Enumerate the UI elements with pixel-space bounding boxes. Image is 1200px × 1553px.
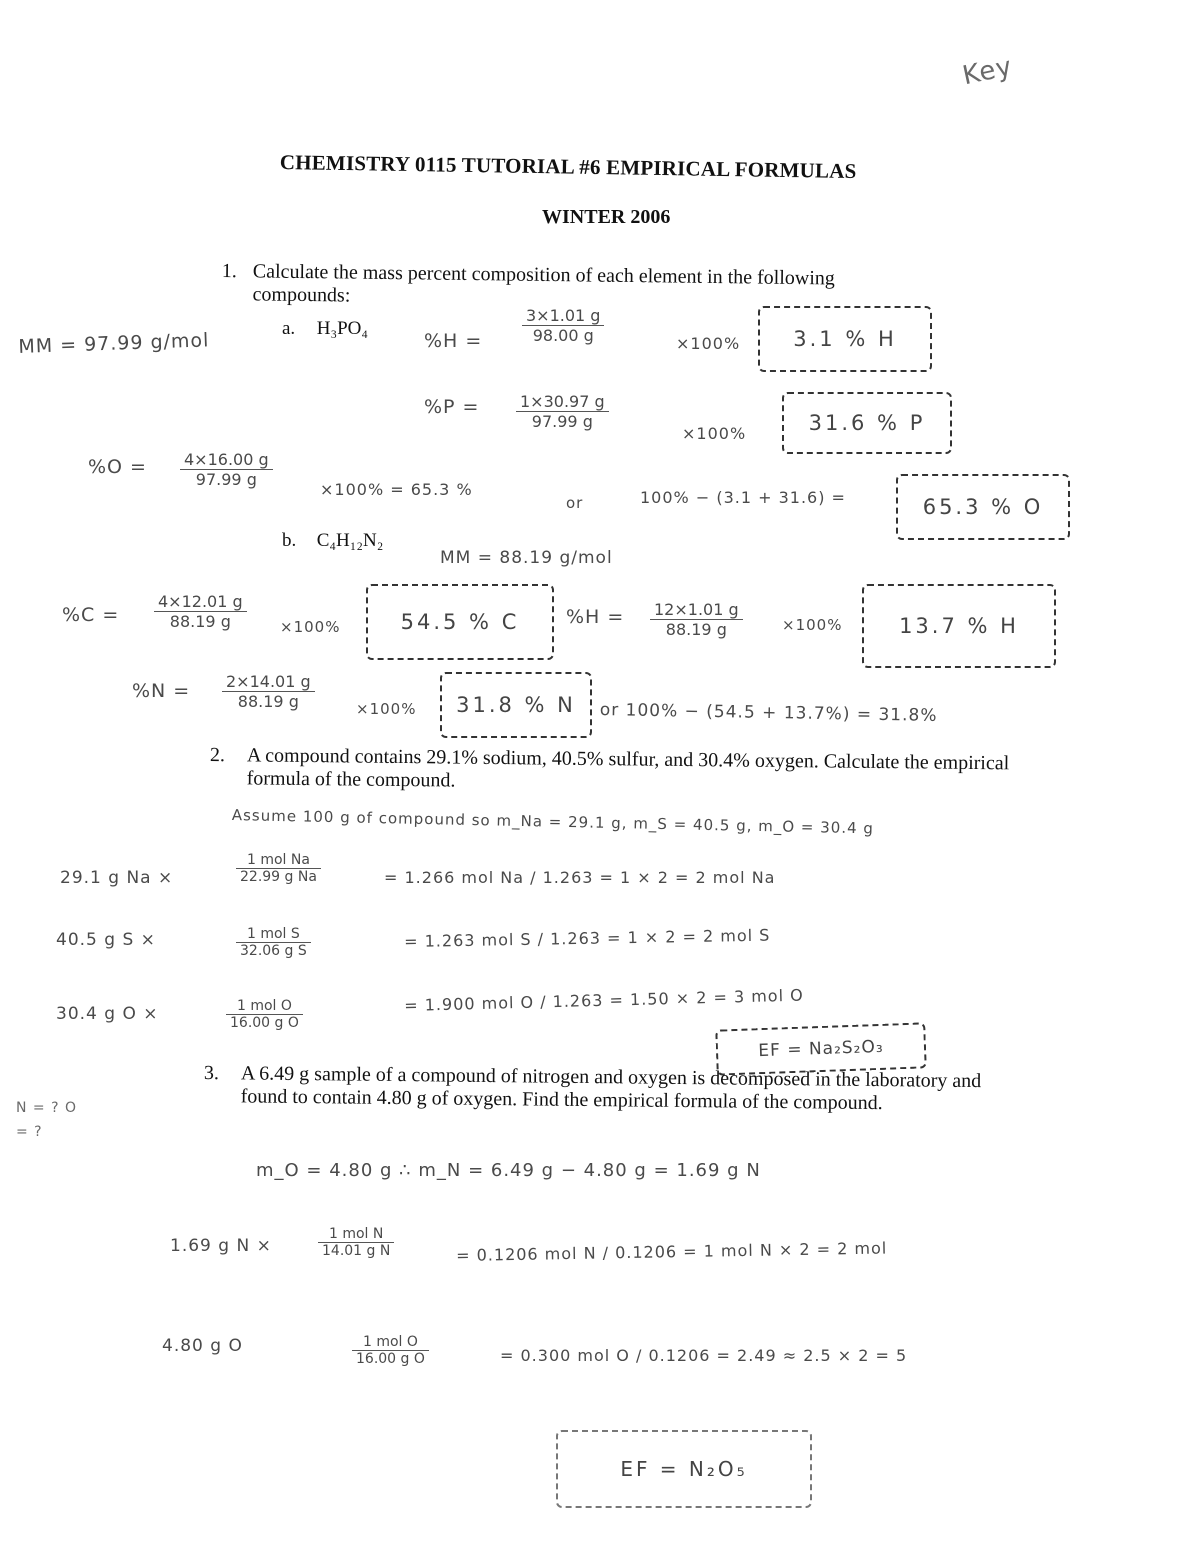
q2-s-right: = 1.263 mol S / 1.263 = 1 × 2 = 2 mol S bbox=[404, 925, 771, 951]
q1b-n-alt: or 100% − (54.5 + 13.7%) = 31.8% bbox=[599, 700, 938, 726]
q2-s-left: 40.5 g S × bbox=[56, 930, 156, 950]
q1a-h-answer-box: 3.1 % H bbox=[758, 306, 932, 372]
q2-o-left: 30.4 g O × bbox=[56, 1004, 159, 1024]
q3-n-fraction: 1 mol N 14.01 g N bbox=[318, 1226, 394, 1259]
corner-key-mark: Key bbox=[960, 51, 1016, 92]
q2-answer-box: EF = Na₂S₂O₃ bbox=[715, 1022, 926, 1075]
q1b-h-fraction: $\frac{12\times 1.01 g}{88.19 g}$ bbox=[650, 600, 743, 639]
q3-n-left: 1.69 g N × bbox=[170, 1236, 272, 1256]
q1a-h-multiplier: ×100% bbox=[676, 334, 741, 353]
q2-na-fraction: 1 mol Na 22.99 g Na bbox=[236, 852, 321, 885]
q3-o-fraction: 1 mol O 16.00 g O bbox=[352, 1334, 429, 1367]
or-symbol: or bbox=[566, 494, 584, 512]
question-number: 2. bbox=[209, 744, 225, 767]
q1b-c-label: %C = bbox=[62, 604, 120, 626]
part-label: a. bbox=[282, 318, 296, 339]
question-number: 3. bbox=[203, 1062, 219, 1085]
q1a-o-label: %O = bbox=[88, 456, 147, 478]
question-number: 1. bbox=[221, 260, 237, 283]
question-2 bbox=[210, 744, 1020, 798]
q2-o-fraction: 1 mol O 16.00 g O bbox=[226, 998, 303, 1031]
question-text: A 6.49 g sample of a compound of nitrogen and oxygen is decomposed in the laboratory and found to contain 4.80 g of oxygen. Find the empirical formula of the compound. bbox=[240, 1062, 982, 1115]
q1b-n-fraction: $\frac{2\times 14.01 g}{88.19 g}$ bbox=[222, 672, 315, 711]
q1b-c-multiplier: ×100% bbox=[280, 618, 341, 636]
q2-na-left: 29.1 g Na × bbox=[60, 868, 174, 888]
q3-masses: m_O = 4.80 g ∴ m_N = 6.49 g − 4.80 g = 1.69 g N bbox=[256, 1160, 761, 1181]
q1b-c-fraction: $\frac{4\times 12.01 g}{88.19 g}$ bbox=[154, 592, 247, 631]
q1a-p-multiplier: ×100% bbox=[682, 424, 747, 443]
q1b-h-answer-box: 13.7 % H bbox=[862, 584, 1056, 668]
q2-s-fraction: 1 mol S 32.06 g S bbox=[236, 926, 311, 959]
part-formula: C₄H₁₂N₂ bbox=[316, 530, 384, 551]
q2-o-right: = 1.900 mol O / 1.263 = 1.50 × 2 = 3 mol O bbox=[404, 985, 804, 1015]
q1b-h-multiplier: ×100% bbox=[782, 616, 843, 634]
q3-o-right: = 0.300 mol O / 0.1206 = 2.49 ≈ 2.5 × 2 = 5 bbox=[500, 1346, 908, 1365]
q1a-o-fraction: $\frac{4\times 16.00 g}{97.99 g}$ bbox=[180, 450, 273, 489]
q1a-p-answer-box: 31.6 % P bbox=[782, 392, 952, 454]
q1a-p-label: %P = bbox=[424, 396, 480, 418]
q3-n-right: = 0.1206 mol N / 0.1206 = 1 mol N × 2 = 2 mol bbox=[456, 1238, 888, 1265]
q3-o-left: 4.80 g O bbox=[162, 1336, 243, 1356]
page-title: CHEMISTRY 0115 TUTORIAL #6 EMPIRICAL FORMULAS bbox=[279, 150, 857, 184]
q1a-molar-mass: MM = 97.99 g/mol bbox=[18, 329, 210, 358]
q1b-n-multiplier: ×100% bbox=[356, 700, 417, 718]
q1b-n-label: %N = bbox=[132, 680, 191, 702]
q1a-o-calc: ×100% = 65.3 % bbox=[320, 480, 473, 499]
question-1-part-a bbox=[282, 318, 368, 340]
q1b-h-label: %H = bbox=[566, 606, 625, 628]
part-label: b. bbox=[282, 530, 297, 551]
question-1-part-b bbox=[282, 530, 383, 552]
q1b-n-answer-box: 31.8 % N bbox=[440, 672, 592, 738]
q1b-c-answer-box: 54.5 % C bbox=[366, 584, 554, 660]
q1b-molar-mass: MM = 88.19 g/mol bbox=[440, 548, 613, 568]
part-formula: H₃PO₄ bbox=[316, 318, 369, 339]
q1a-o-alt: 100% − (3.1 + 31.6) = bbox=[640, 488, 846, 507]
q1a-h-fraction: $\frac{3\times 1.01 g}{98.00 g}$ bbox=[522, 306, 604, 345]
q2-na-right: = 1.266 mol Na / 1.263 = 1 × 2 = 2 mol Na bbox=[384, 868, 776, 887]
q3-side-note: N = ? O = ? bbox=[16, 1100, 78, 1140]
q1a-p-fraction: $\frac{1\times 30.97 g}{97.99 g}$ bbox=[516, 392, 609, 431]
q1a-o-answer-box: 65.3 % O bbox=[896, 474, 1070, 540]
q2-assumption: Assume 100 g of compound so m_Na = 29.1 g, m_S = 40.5 g, m_O = 30.4 g bbox=[231, 806, 875, 838]
page-subtitle: WINTER 2006 bbox=[542, 206, 671, 228]
question-text: A compound contains 29.1% sodium, 40.5% sulfur, and 30.4% oxygen. Calculate the empirical formula of the compound. bbox=[246, 744, 1010, 792]
question-text: Calculate the mass percent composition of each element in the following compounds: bbox=[252, 260, 836, 307]
question-3 bbox=[204, 1062, 1004, 1116]
q1a-h-label: %H = bbox=[424, 330, 483, 352]
q3-answer-box: EF = N₂O₅ bbox=[556, 1430, 812, 1508]
